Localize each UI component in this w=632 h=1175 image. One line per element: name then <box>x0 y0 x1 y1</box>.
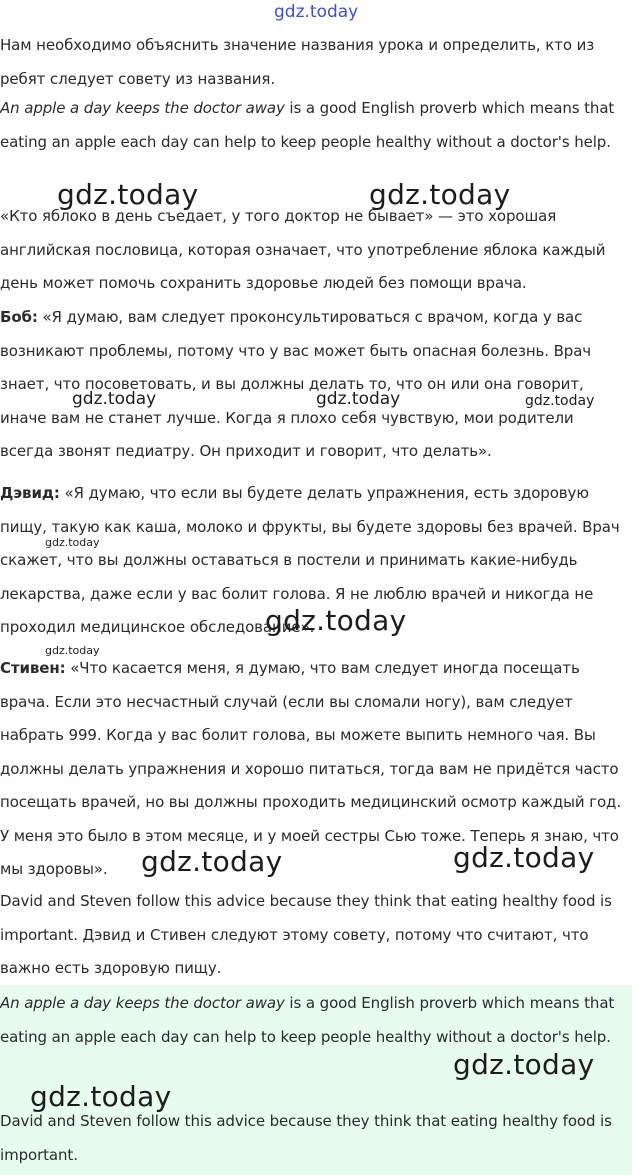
david-name: Дэвид: <box>0 484 60 502</box>
watermark: gdz.today <box>30 1080 172 1113</box>
watermark: gdz.today <box>57 178 199 211</box>
watermark: gdz.today <box>141 845 283 878</box>
watermark: gdz.today <box>274 2 359 22</box>
watermark: gdz.today <box>45 536 100 549</box>
watermark: gdz.today <box>369 178 511 211</box>
intro-paragraph: Нам необходимо объяснить значение названия урока и определить, кто из ребят следует совету из названия. <box>0 36 595 88</box>
answer-conclusion-paragraph: David and Steven follow this advice because they think that eating healthy food is important. <box>0 1112 612 1164</box>
steven-paragraph: Стивен: «Что касается меня, я думаю, что вам следует иногда посещать врача. Если это несчастный случай (если вы сломали ногу), вам следует набрать 999. Когда у вас болит голова, вы можете выпить немного чая. Вы должны делать упражнения и хорошо питаться, тогда вам не придётся часто посещать врачей, но вы должны проходить медицинский осмотр каждый год. У меня это было в этом месяце, и у моей сестры Сью тоже. Теперь я знаю, что мы здоровы». <box>0 659 621 878</box>
watermark: gdz.today <box>453 1048 595 1081</box>
watermark: gdz.today <box>45 644 100 657</box>
steven-name: Стивен: <box>0 659 66 677</box>
bob-name: Боб: <box>0 308 38 326</box>
bob-paragraph: Боб: «Я думаю, вам следует проконсультироваться с врачом, когда у вас возникают проблемы, потому что у вас может быть опасная болезнь. Врач знает, что посоветовать, и вы должны делать то, что он или она говорит, иначе вам не станет лучше. Когда я плохо себя чувствую, мои родители всегда звонят педиатру. Он приходит и говорит, что делать». <box>0 308 592 460</box>
answer-proverb-italic: An apple a day keeps the doctor away <box>0 994 285 1012</box>
proverb-ru-paragraph: «Кто яблоко в день съедает, у того доктор не бывает» — это хорошая английская пословица, которая означает, что употребление яблока каждый день может помочь сохранить здоровье людей без помощи врача. <box>0 207 606 292</box>
proverb-paragraph: An apple a day keeps the doctor away is a good English proverb which means that eating an apple each day can help to keep people healthy without a doctor's help. <box>0 99 615 151</box>
watermark: gdz.today <box>265 604 407 637</box>
answer-proverb-paragraph: An apple a day keeps the doctor away is a good English proverb which means that eating an apple each day can help to keep people healthy without a doctor's help. <box>0 994 615 1046</box>
david-paragraph: Дэвид: «Я думаю, что если вы будете делать упражнения, есть здоровую пищу, такую как каша, молоко и фрукты, вы будете здоровы без врачей. Врач скажет, что вы должны оставаться в постели и принимать какие-нибудь лекарства, даже если у вас болит голова. Я не люблю врачей и никогда не проходил медицинское обследование». <box>0 484 620 636</box>
watermark: gdz.today <box>316 389 401 409</box>
conclusion-paragraph: David and Steven follow this advice because they think that eating healthy food is important. Дэвид и Стивен следуют этому совету, потому что считают, что важно есть здоровую пищу. <box>0 892 612 977</box>
proverb-italic: An apple a day keeps the doctor away <box>0 99 285 117</box>
watermark: gdz.today <box>72 389 157 409</box>
watermark: gdz.today <box>525 393 595 409</box>
watermark: gdz.today <box>453 841 595 874</box>
